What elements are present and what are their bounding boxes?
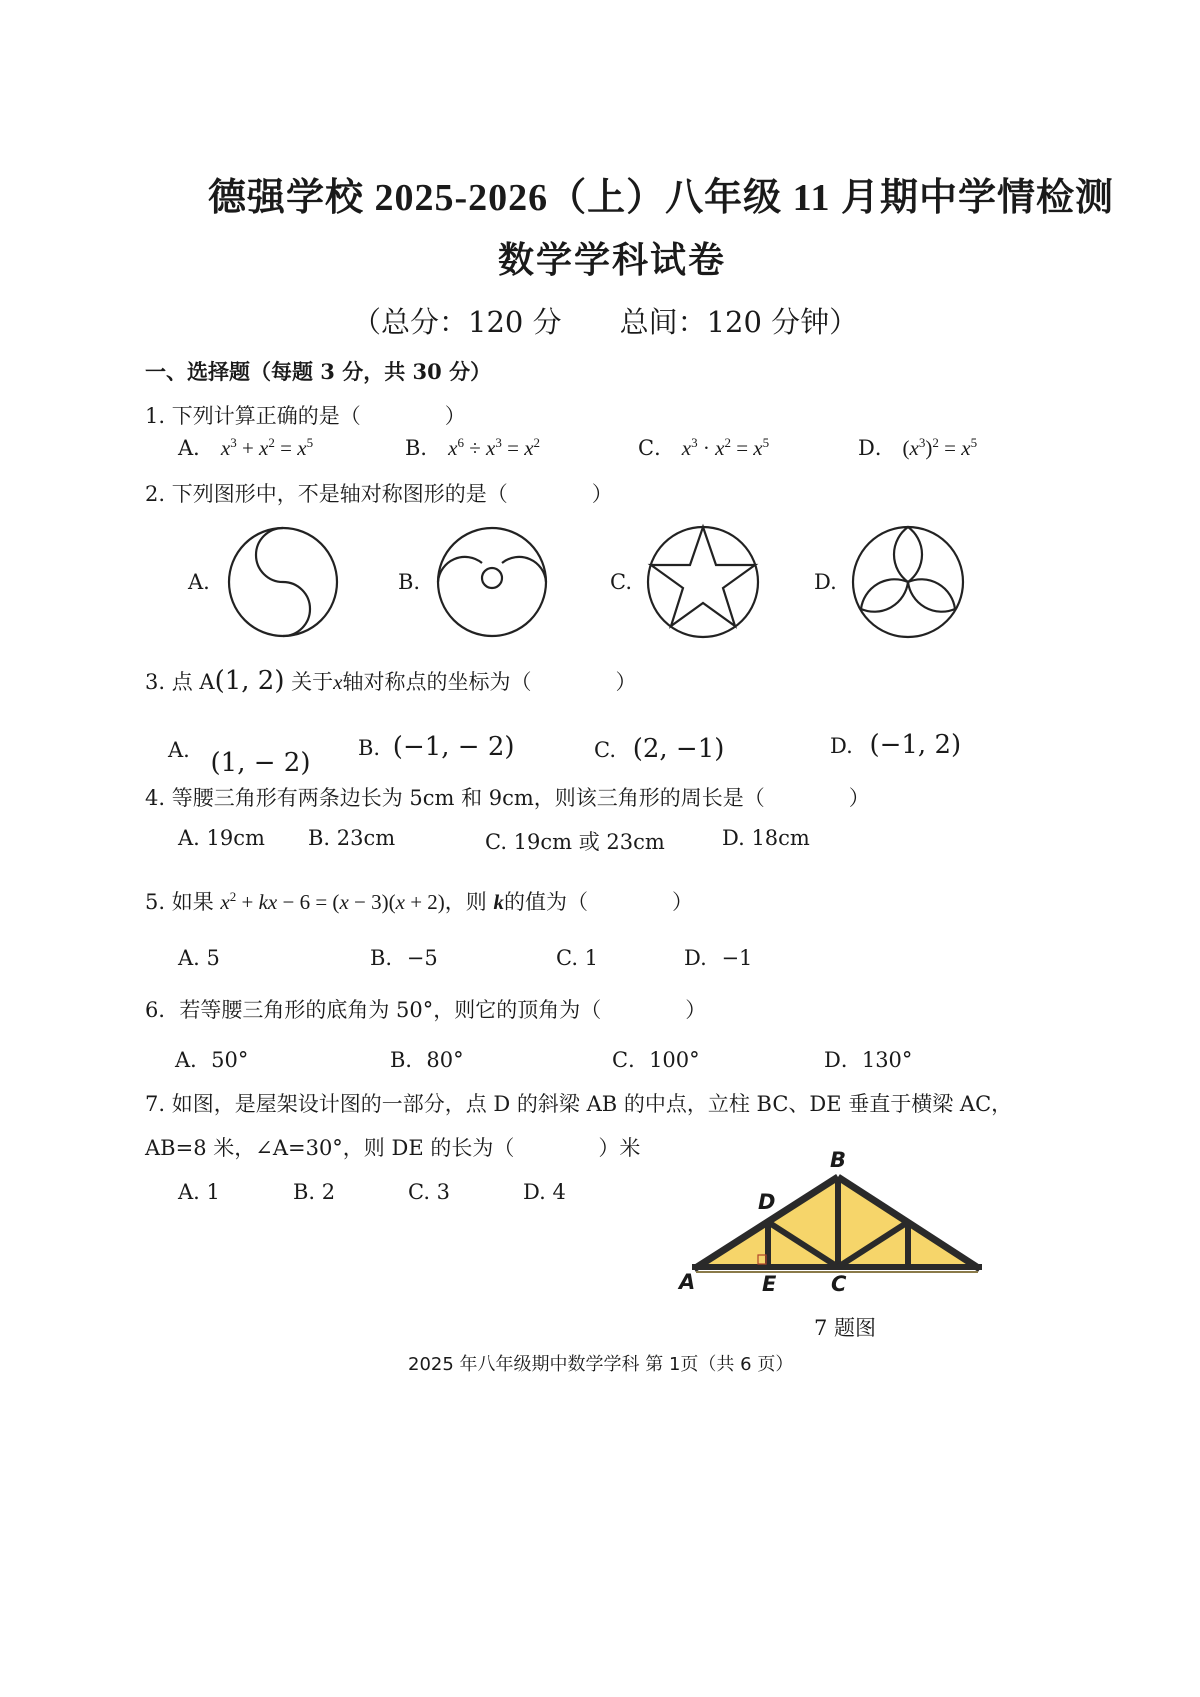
question-4-stem: 4. 等腰三角形有两条边长为 5cm 和 9cm，则该三角形的周长是（ ） <box>145 786 870 810</box>
question-6-option-c[interactable]: C．100° <box>612 1048 700 1072</box>
label-a: A <box>679 1270 696 1294</box>
option-label: C． <box>638 436 676 460</box>
stem-mid: 关于 <box>291 670 334 694</box>
question-3-stem <box>145 666 636 696</box>
question-2-stem: 2. 下列图形中，不是轴对称图形的是（ ） <box>145 482 613 506</box>
page-title: 德强学校 2025-2026（上）八年级 11 月期中学情检测 <box>208 177 1115 219</box>
stem-suffix: 轴对称点的坐标为（ ） <box>342 670 637 694</box>
question-2-option-b-label: B. <box>398 570 421 594</box>
question-5-option-d[interactable] <box>684 946 752 970</box>
option-label: D. <box>830 734 853 758</box>
label-d: D <box>758 1190 776 1214</box>
question-6-stem: 6．若等腰三角形的底角为 50°，则它的顶角为（ ） <box>145 998 707 1022</box>
option-label: A. <box>168 738 190 762</box>
question-7-stem-line2: AB=8 米，∠A=30°，则 DE 的长为（ ）米 <box>145 1136 641 1160</box>
math-expression: $x^3 + x^2 = x^5$ <box>220 435 314 460</box>
question-5-option-c[interactable]: C. 1 <box>556 946 599 970</box>
question-5-option-a[interactable]: A. 5 <box>178 946 220 970</box>
stem-end: 的值为（ ） <box>503 890 693 914</box>
score-time-line: （总分：120 分 总间：120 分钟） <box>352 305 859 339</box>
variable-k: k <box>493 890 504 914</box>
question-4-option-b[interactable]: B. 23cm <box>308 826 396 850</box>
math-expression: $x^6 \div x^3 = x^2$ <box>448 435 541 460</box>
option-label: C. <box>594 738 616 762</box>
option-value: (1, − 2) <box>210 748 311 778</box>
point-coordinate: (1, 2) <box>214 666 285 696</box>
option-value: (−1, 2) <box>869 730 962 760</box>
question-2-option-d-label: D. <box>814 570 837 594</box>
star-in-circle-figure[interactable] <box>648 527 758 637</box>
option-label: B. <box>358 736 381 760</box>
question-6-option-b[interactable]: B．80° <box>390 1048 464 1072</box>
yin-yang-figure[interactable] <box>229 528 337 636</box>
option-label: B. <box>370 946 393 970</box>
option-value: (2, −1) <box>632 734 725 764</box>
question-2-figures <box>0 0 1200 700</box>
question-7-stem-line1: 7. 如图，是屋架设计图的一部分，点 D 的斜梁 AB 的中点，立柱 BC、DE 垂直于横梁 AC， <box>145 1092 1013 1116</box>
page-footer: 2025 年八年级期中数学学科 第 1页（共 6 页） <box>408 1354 794 1375</box>
stem-suffix: ，则 <box>444 890 487 914</box>
label-b: B <box>830 1148 847 1172</box>
equation: $x^2$ + kx − 6 = (x − 3)(x + 2) <box>220 889 445 914</box>
question-3-option-d[interactable] <box>830 730 961 760</box>
page-subtitle: 数学学科试卷 <box>498 239 727 281</box>
figure-7-caption: 7 题图 <box>814 1316 877 1340</box>
question-1-stem: 1. 下列计算正确的是（ ） <box>145 404 466 428</box>
stem-prefix: 5. 如果 <box>145 890 214 914</box>
question-3-option-a[interactable] <box>168 734 311 778</box>
question-7-option-d[interactable]: D. 4 <box>523 1180 566 1204</box>
section-heading-choice: 一、选择题（每题 3 分，共 30 分） <box>145 359 492 384</box>
option-label: D． <box>858 436 896 460</box>
option-value: (−1, − 2) <box>392 732 515 762</box>
question-7-option-c[interactable]: C. 3 <box>408 1180 451 1204</box>
question-2-option-c-label: C. <box>610 570 632 594</box>
three-petal-circle-figure[interactable] <box>853 527 963 637</box>
label-c: C <box>831 1272 847 1296</box>
question-4-option-d[interactable]: D. 18cm <box>722 826 810 850</box>
question-4-option-c[interactable]: C. 19cm 或 23cm <box>485 830 665 854</box>
math-expression: $(x^3)^2 = x^5$ <box>902 435 978 460</box>
stem-prefix: 3. 点 A <box>145 670 215 694</box>
option-value: −5 <box>406 946 438 970</box>
question-3-option-c[interactable] <box>594 734 724 764</box>
axis-variable: x <box>333 670 343 694</box>
circle-with-arcs-figure[interactable] <box>438 528 546 636</box>
question-6-option-a[interactable]: A．50° <box>175 1048 249 1072</box>
label-e: E <box>762 1272 777 1296</box>
math-expression: $x^3 \cdot x^2 = x^5$ <box>681 435 770 460</box>
option-label: B． <box>405 436 442 460</box>
option-value: −1 <box>721 946 753 970</box>
question-2-option-a-label: A. <box>188 570 210 594</box>
question-4-option-a[interactable]: A. 19cm <box>178 826 265 850</box>
question-5-stem <box>145 886 693 916</box>
question-7-option-a[interactable]: A. 1 <box>178 1180 220 1204</box>
question-5-option-b[interactable] <box>370 946 438 970</box>
option-label: A． <box>178 436 215 460</box>
question-7-option-b[interactable]: B. 2 <box>293 1180 336 1204</box>
question-3-option-b[interactable] <box>358 732 515 762</box>
question-6-option-d[interactable]: D．130° <box>824 1048 913 1072</box>
option-label: D. <box>684 946 707 970</box>
